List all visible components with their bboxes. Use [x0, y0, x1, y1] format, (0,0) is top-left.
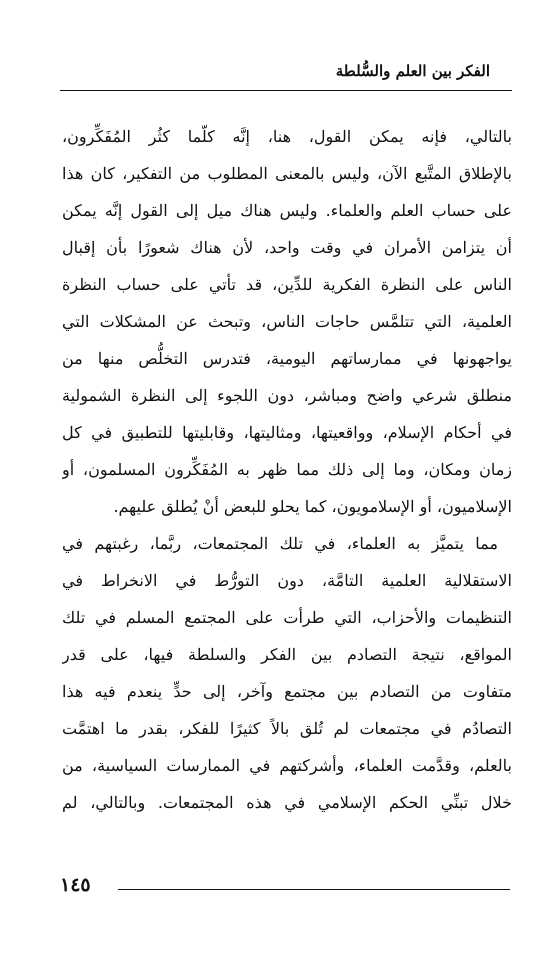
running-header-title: الفكر بين العلم والسُّلطة: [335, 62, 490, 80]
page-number: ١٤٥: [60, 874, 91, 896]
text-line: مما يتميَّز به العلماء، في تلك المجتمعات، ربَّما، رغبتهم في: [62, 534, 498, 553]
text-line: بالتالي، فإنه يمكن القول، هنا، إنَّه كلّما كثُر المُفَكِّرون،: [62, 127, 512, 146]
text-line: الناس على النظرة الفكرية للدِّين، قد تأتي على حساب النظرة: [62, 275, 512, 294]
text-line: زمان ومكان، وما إلى ذلك مما ظهر به المُفَكِّرون المسلمون، أو: [62, 460, 512, 479]
text-line: يواجهونها في ممارساتهم اليومية، فتدرس التخلُّص منها من: [62, 349, 512, 368]
text-line: بالإطلاق المتَّبع الآن، وليس بالمعنى المطلوب من التفكير، كان هذا: [62, 164, 512, 183]
footer-rule: [118, 889, 510, 890]
text-line: المواقع، نتيجة التصادم بين الفكر والسلطة فيها، على قدر: [62, 645, 512, 664]
text-line: التصادُم في مجتمعات لم تُلق بالاً كثيرًا للفكر، بقدر ما اهتمَّت: [62, 719, 512, 738]
paragraph-2: [62, 525, 512, 821]
paragraph-1: [62, 118, 512, 525]
text-line: متفاوت من التصادم بين مجتمع وآخر، إلى حدٍّ ينعدم فيه هذا: [62, 682, 512, 701]
body-text: [62, 118, 512, 821]
text-line: العلمية، التي تتلمَّس حاجات الناس، وتبحث عن المشكلات التي: [62, 312, 512, 331]
text-line: على حساب العلم والعلماء. وليس هناك ميل إلى القول إنَّه يمكن: [62, 201, 512, 220]
text-line: بالعلم، وقدَّمت العلماء، وأشركتهم في الممارسات السياسية، من: [62, 756, 512, 775]
text-line: أن يتزامن الأمران في وقت واحد، لأن هناك شعورًا بأن إقبال: [62, 238, 512, 257]
header-rule: [60, 90, 512, 91]
text-line: الإسلاميون، أو الإسلامويون، كما يحلو للبعض أنْ يُطلق عليهم.: [113, 497, 512, 516]
text-line: الاستقلالية العلمية التامَّة، دون التورُّط في الانخراط في: [62, 571, 512, 590]
text-line: التنظيمات والأحزاب، التي طرأت على المجتمع المسلم في تلك: [62, 608, 512, 627]
text-line: في أحكام الإسلام، وواقعيتها، ومثاليتها، وقابليتها للتطبيق في كل: [62, 423, 512, 442]
text-line: خلال تبنِّي الحكم الإسلامي في هذه المجتمعات. وبالتالي، لم: [62, 793, 512, 812]
text-line: منطلق شرعي واضح ومباشر، دون اللجوء إلى النظرة الشمولية: [62, 386, 512, 405]
